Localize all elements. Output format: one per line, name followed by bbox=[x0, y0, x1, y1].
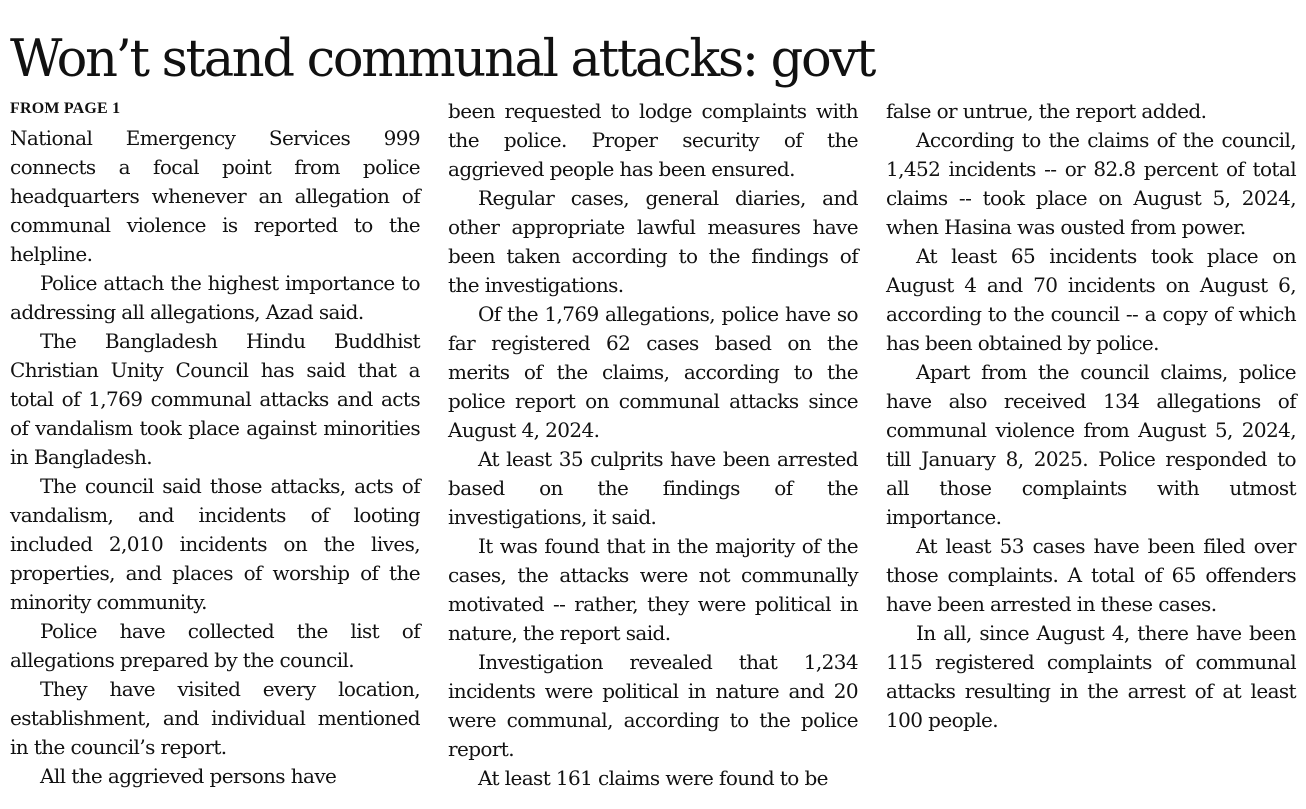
paragraph: According to the claims of the council, 1,452 incidents -- or 82.8 percent of total claims -- took place on August 5, 2024, when Hasina was ousted from power. bbox=[886, 128, 1296, 239]
continuation-kicker: FROM PAGE 1 bbox=[10, 100, 121, 117]
paragraph: At least 161 claims were found to be bbox=[478, 766, 828, 790]
article-column-3 bbox=[886, 97, 1296, 735]
paragraph: Apart from the council claims, police have also received 134 allegations of communal violence from August 5, 2024, till January 8, 2025. Police responded to all those complaints with utmost importance. bbox=[886, 360, 1296, 529]
paragraph: The council said those attacks, acts of vandalism, and incidents of looting included 2,010 incidents on the lives, properties, and places of worship of the minority community. bbox=[10, 474, 420, 614]
paragraph: Police have collected the list of allegations prepared by the council. bbox=[10, 619, 420, 672]
paragraph: Of the 1,769 allegations, police have so far registered 62 cases based on the merits of the claims, according to the police report on communal attacks since August 4, 2024. bbox=[448, 302, 858, 442]
article-column-2 bbox=[448, 97, 858, 793]
paragraph: They have visited every location, establishment, and individual mentioned in the council’s report. bbox=[10, 677, 420, 759]
paragraph: At least 53 cases have been filed over those complaints. A total of 65 offenders have been arrested in these cases. bbox=[886, 534, 1296, 616]
paragraph: At least 65 incidents took place on August 4 and 70 incidents on August 6, according to the council -- a copy of which has been obtained by police. bbox=[886, 244, 1296, 355]
paragraph: At least 35 culprits have been arrested based on the findings of the investigations, it said. bbox=[448, 447, 858, 529]
paragraph: Police attach the highest importance to addressing all allegations, Azad said. bbox=[10, 271, 420, 324]
paragraph: In all, since August 4, there have been 115 registered complaints of communal attacks resulting in the arrest of at least 100 people. bbox=[886, 621, 1296, 732]
paragraph: been requested to lodge complaints with the police. Proper security of the aggrieved people has been ensured. bbox=[448, 99, 858, 181]
paragraph: National Emergency Services 999 connects a focal point from police headquarters whenever an allegation of communal violence is reported to the helpline. bbox=[10, 126, 420, 266]
paragraph: All the aggrieved persons have bbox=[40, 764, 337, 788]
article-column-1 bbox=[10, 124, 420, 791]
paragraph: The Bangladesh Hindu Buddhist Christian Unity Council has said that a total of 1,769 communal attacks and acts of vandalism took place against minorities in Bangladesh. bbox=[10, 329, 420, 469]
headline: Won’t stand communal attacks: govt bbox=[10, 30, 875, 89]
paragraph: Regular cases, general diaries, and other appropriate lawful measures have been taken according to the findings of the investigations. bbox=[448, 186, 858, 297]
paragraph: It was found that in the majority of the cases, the attacks were not communally motivated -- rather, they were political in nature, the report said. bbox=[448, 534, 858, 645]
paragraph: false or untrue, the report added. bbox=[886, 99, 1207, 123]
paragraph: Investigation revealed that 1,234 incidents were political in nature and 20 were communal, according to the police report. bbox=[448, 650, 858, 761]
